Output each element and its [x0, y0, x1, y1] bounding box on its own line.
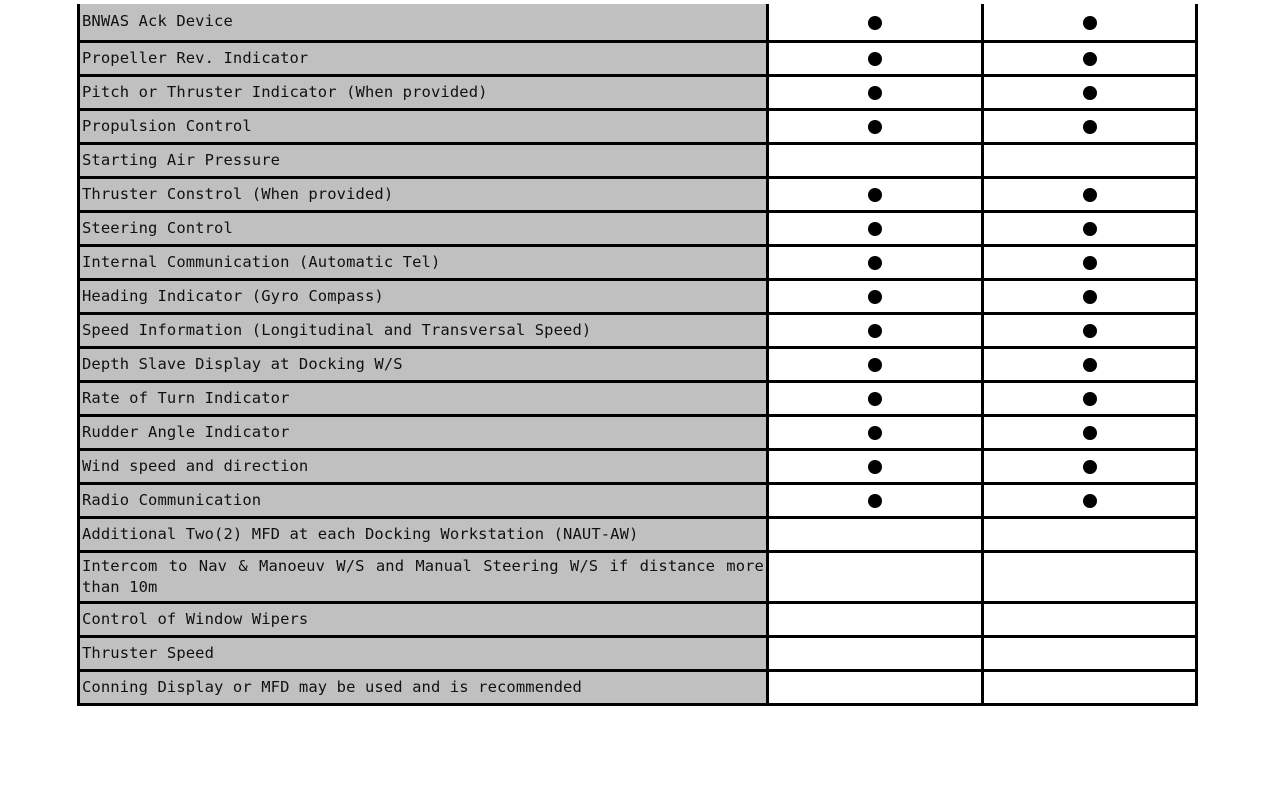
filled-circle-icon	[1083, 494, 1097, 508]
table-row	[79, 483, 1197, 517]
requirements-sheet	[77, 4, 1195, 706]
row-label: Intercom to Nav & Manoeuv W/S and Manual Steering W/S if distance more than 10m	[79, 551, 768, 602]
filled-circle-icon	[1083, 392, 1097, 406]
check-cell-2	[983, 211, 1197, 245]
filled-circle-icon	[1083, 426, 1097, 440]
equipment-table-body	[79, 4, 1197, 704]
row-label: Thruster Speed	[79, 636, 768, 670]
filled-circle-icon	[1083, 290, 1097, 304]
filled-circle-icon	[868, 460, 882, 474]
filled-circle-icon	[868, 188, 882, 202]
check-cell-2	[983, 381, 1197, 415]
row-label: Speed Information (Longitudinal and Transversal Speed)	[79, 313, 768, 347]
check-cell-1	[768, 449, 983, 483]
filled-circle-icon	[1083, 52, 1097, 66]
check-cell-1	[768, 245, 983, 279]
table-row	[79, 636, 1197, 670]
filled-circle-icon	[1083, 86, 1097, 100]
table-row	[79, 41, 1197, 75]
filled-circle-icon	[1083, 256, 1097, 270]
row-label: Steering Control	[79, 211, 768, 245]
check-cell-1	[768, 517, 983, 551]
row-label: Heading Indicator (Gyro Compass)	[79, 279, 768, 313]
table-row	[79, 211, 1197, 245]
filled-circle-icon	[1083, 188, 1097, 202]
table-row	[79, 279, 1197, 313]
table-row	[79, 143, 1197, 177]
table-row	[79, 347, 1197, 381]
filled-circle-icon	[868, 392, 882, 406]
table-row	[79, 381, 1197, 415]
check-cell-1	[768, 381, 983, 415]
row-label: Starting Air Pressure	[79, 143, 768, 177]
table-row	[79, 245, 1197, 279]
filled-circle-icon	[868, 494, 882, 508]
check-cell-1	[768, 670, 983, 704]
table-row	[79, 517, 1197, 551]
filled-circle-icon	[1083, 16, 1097, 30]
check-cell-2	[983, 449, 1197, 483]
filled-circle-icon	[868, 86, 882, 100]
row-label: Propulsion Control	[79, 109, 768, 143]
table-row	[79, 75, 1197, 109]
row-label: Additional Two(2) MFD at each Docking Workstation (NAUT-AW)	[79, 517, 768, 551]
check-cell-2	[983, 636, 1197, 670]
row-label: Propeller Rev. Indicator	[79, 41, 768, 75]
check-cell-2	[983, 415, 1197, 449]
check-cell-1	[768, 279, 983, 313]
table-row	[79, 4, 1197, 41]
row-label: Rate of Turn Indicator	[79, 381, 768, 415]
table-row	[79, 313, 1197, 347]
check-cell-1	[768, 313, 983, 347]
row-label: BNWAS Ack Device	[79, 4, 768, 41]
check-cell-1	[768, 636, 983, 670]
filled-circle-icon	[868, 52, 882, 66]
filled-circle-icon	[868, 324, 882, 338]
row-label: Conning Display or MFD may be used and is recommended	[79, 670, 768, 704]
check-cell-1	[768, 211, 983, 245]
row-label: Internal Communication (Automatic Tel)	[79, 245, 768, 279]
table-row	[79, 109, 1197, 143]
filled-circle-icon	[868, 256, 882, 270]
check-cell-1	[768, 4, 983, 41]
filled-circle-icon	[1083, 358, 1097, 372]
row-label: Control of Window Wipers	[79, 602, 768, 636]
check-cell-2	[983, 41, 1197, 75]
check-cell-1	[768, 415, 983, 449]
filled-circle-icon	[868, 222, 882, 236]
check-cell-2	[983, 143, 1197, 177]
filled-circle-icon	[868, 358, 882, 372]
row-label: Wind speed and direction	[79, 449, 768, 483]
row-label: Depth Slave Display at Docking W/S	[79, 347, 768, 381]
check-cell-1	[768, 75, 983, 109]
filled-circle-icon	[868, 16, 882, 30]
row-label: Pitch or Thruster Indicator (When provided)	[79, 75, 768, 109]
check-cell-1	[768, 177, 983, 211]
check-cell-1	[768, 41, 983, 75]
check-cell-1	[768, 143, 983, 177]
check-cell-2	[983, 313, 1197, 347]
table-row	[79, 551, 1197, 602]
row-label: Thruster Constrol (When provided)	[79, 177, 768, 211]
check-cell-2	[983, 177, 1197, 211]
filled-circle-icon	[1083, 324, 1097, 338]
check-cell-2	[983, 109, 1197, 143]
check-cell-1	[768, 551, 983, 602]
table-row	[79, 415, 1197, 449]
table-row	[79, 449, 1197, 483]
filled-circle-icon	[1083, 460, 1097, 474]
check-cell-2	[983, 670, 1197, 704]
check-cell-2	[983, 4, 1197, 41]
filled-circle-icon	[868, 426, 882, 440]
check-cell-2	[983, 245, 1197, 279]
check-cell-2	[983, 279, 1197, 313]
check-cell-1	[768, 109, 983, 143]
filled-circle-icon	[868, 290, 882, 304]
table-row	[79, 602, 1197, 636]
equipment-table	[77, 4, 1198, 706]
table-row	[79, 177, 1197, 211]
check-cell-2	[983, 347, 1197, 381]
check-cell-1	[768, 347, 983, 381]
check-cell-1	[768, 483, 983, 517]
row-label: Rudder Angle Indicator	[79, 415, 768, 449]
check-cell-2	[983, 551, 1197, 602]
filled-circle-icon	[868, 120, 882, 134]
row-label: Radio Communication	[79, 483, 768, 517]
filled-circle-icon	[1083, 222, 1097, 236]
check-cell-2	[983, 75, 1197, 109]
check-cell-1	[768, 602, 983, 636]
check-cell-2	[983, 517, 1197, 551]
filled-circle-icon	[1083, 120, 1097, 134]
table-row	[79, 670, 1197, 704]
check-cell-2	[983, 602, 1197, 636]
check-cell-2	[983, 483, 1197, 517]
